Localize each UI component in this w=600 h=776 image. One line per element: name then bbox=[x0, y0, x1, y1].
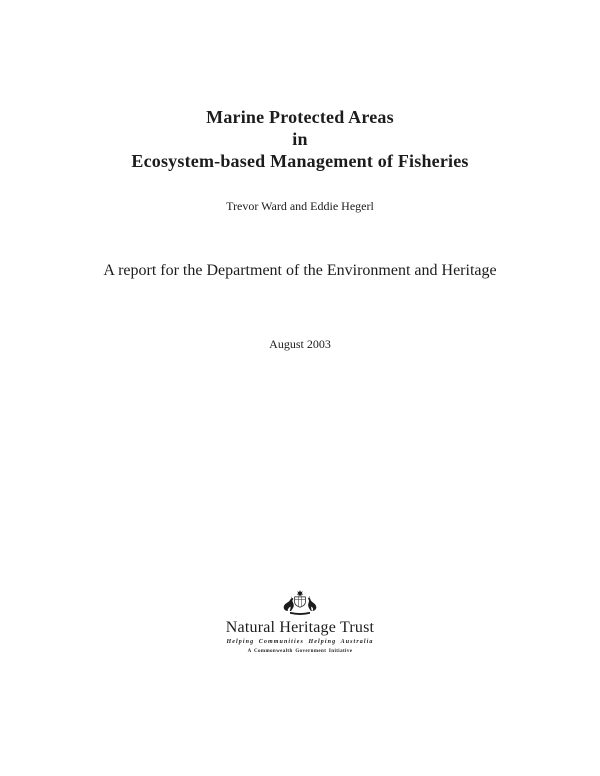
publication-date: August 2003 bbox=[269, 337, 331, 351]
australian-coat-of-arms-icon bbox=[277, 589, 323, 617]
commission-line: A report for the Department of the Environment and Heritage bbox=[103, 262, 497, 279]
natural-heritage-trust-logo bbox=[0, 589, 600, 655]
report-title-line-1: Marine Protected Areas bbox=[206, 107, 394, 127]
logo-tagline: Helping Communities Helping Australia bbox=[226, 639, 374, 645]
report-title-line-3: Ecosystem-based Management of Fisheries bbox=[131, 151, 469, 171]
logo-subtext: A Commonwealth Government Initiative bbox=[247, 649, 353, 654]
authors-line: Trevor Ward and Eddie Hegerl bbox=[226, 199, 374, 213]
logo-org-name: Natural Heritage Trust bbox=[225, 619, 375, 636]
report-title bbox=[0, 106, 600, 172]
report-title-line-2: in bbox=[292, 129, 308, 149]
